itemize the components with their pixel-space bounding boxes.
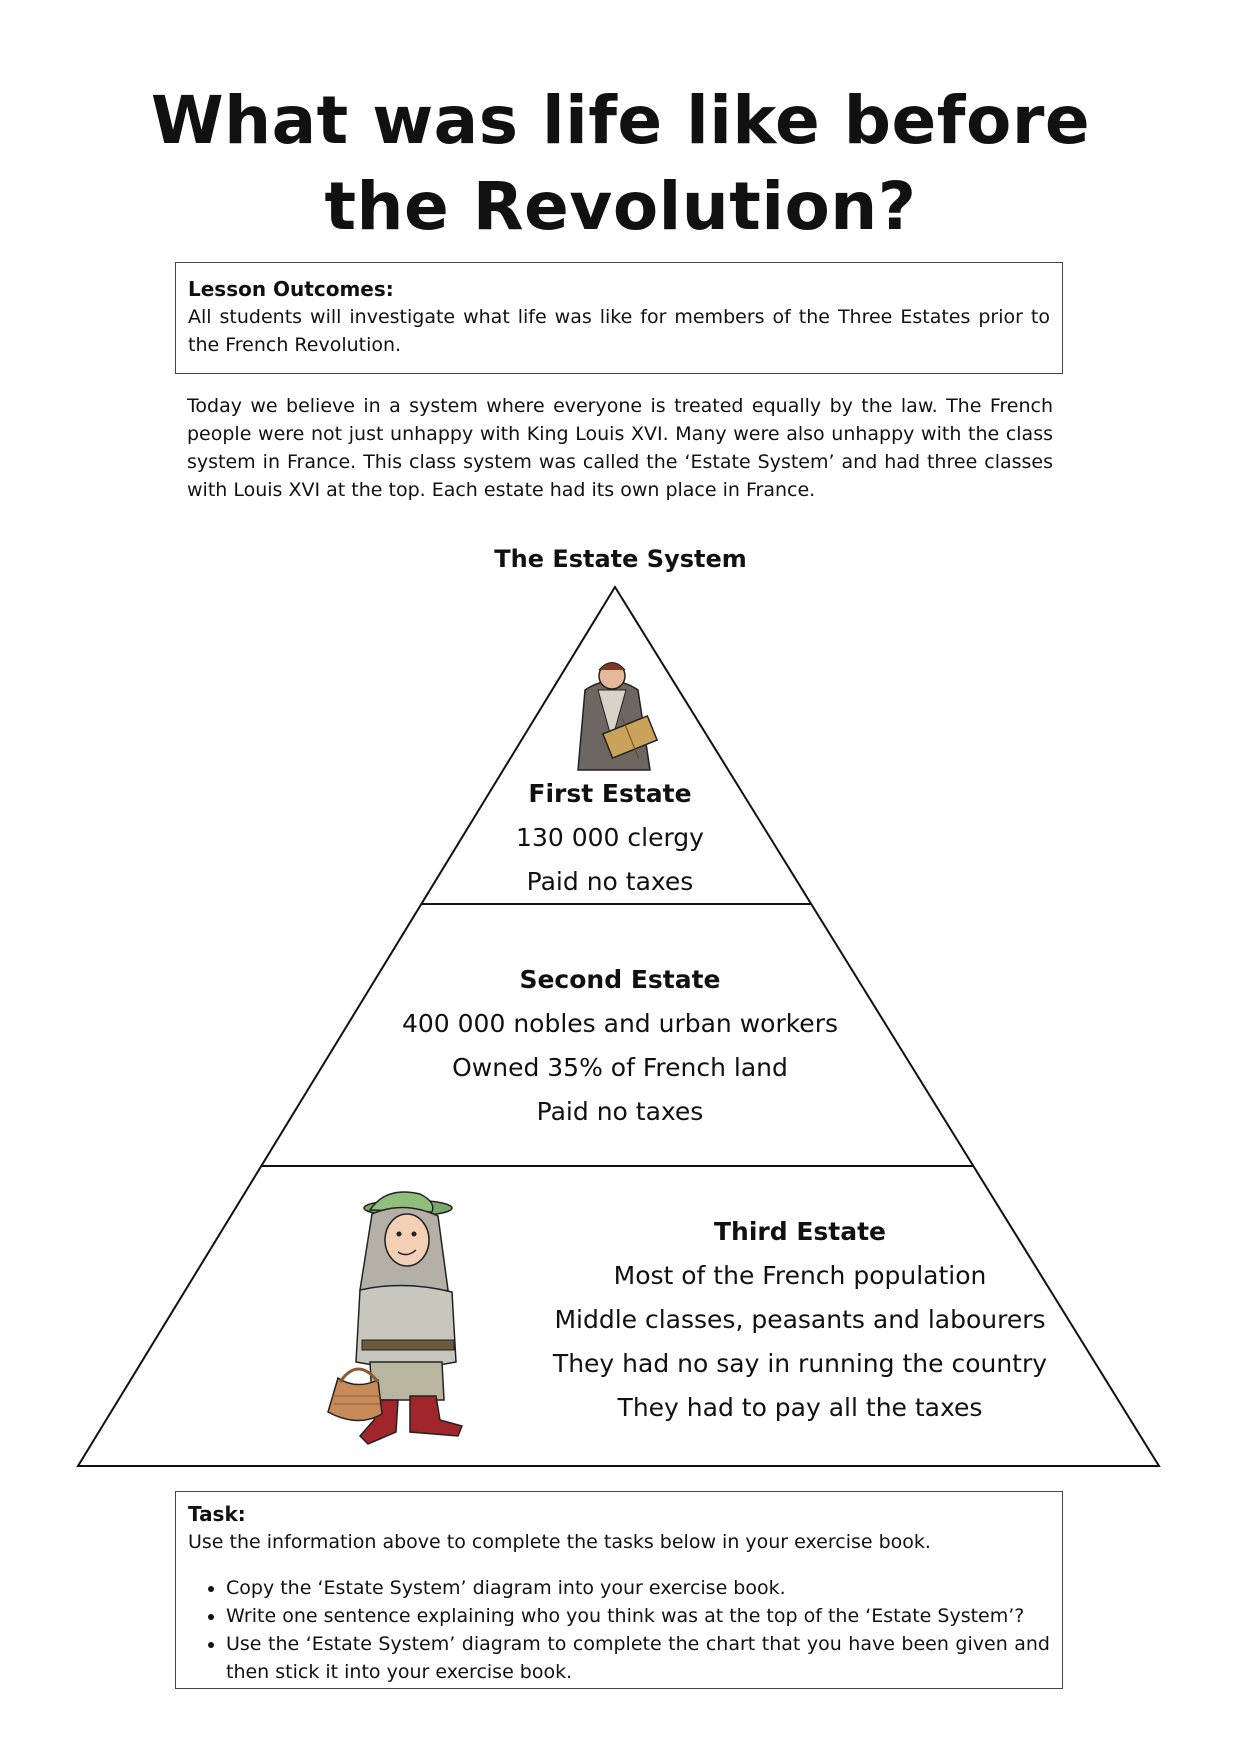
first-estate-line-2: Paid no taxes <box>526 867 694 896</box>
diagram-title: The Estate System <box>494 545 747 573</box>
second-estate-name: Second Estate <box>519 965 721 994</box>
first-estate <box>455 772 765 904</box>
task-item: • Copy the ‘Estate System’ diagram into your exercise book. <box>226 1574 1050 1602</box>
task-heading: Task: <box>188 1502 246 1526</box>
third-estate-name: Third Estate <box>713 1217 887 1246</box>
task-item: • Write one sentence explaining who you think was at the top of the ‘Estate System’? <box>226 1602 1050 1630</box>
third-estate-line-2: Middle classes, peasants and labourers <box>554 1305 1046 1334</box>
clergy-icon <box>578 663 657 771</box>
peasant-icon <box>328 1192 462 1444</box>
task-item: • Use the ‘Estate System’ diagram to complete the chart that you have been given and then stick it into your exercise book. <box>226 1630 1050 1686</box>
lesson-outcomes-heading: Lesson Outcomes: <box>188 277 394 301</box>
second-estate-line-2: Owned 35% of French land <box>452 1053 788 1082</box>
task-text: Use the information above to complete the tasks below in your exercise book. <box>188 1531 931 1553</box>
third-estate-line-3: They had no say in running the country <box>552 1349 1048 1378</box>
first-estate-line-1: 130 000 clergy <box>516 823 704 852</box>
title-line-1: What was life like before <box>150 82 1091 159</box>
second-estate-line-3: Paid no taxes <box>536 1097 704 1126</box>
second-estate-line-1: 400 000 nobles and urban workers <box>401 1009 838 1038</box>
third-estate-line-1: Most of the French population <box>613 1261 987 1290</box>
title-line-2: the Revolution? <box>324 168 917 245</box>
intro-paragraph: Today we believe in a system where everyone is treated equally by the law. The French people were not just unhappy with King Louis XVI. Many were also unhappy with the class system in France. This class system was called the ‘Estate System’ and had three classes with Louis XVI at the top. Each estate had its own place in France. <box>187 395 1053 501</box>
task-box <box>175 1491 1063 1689</box>
third-estate <box>540 1210 1060 1430</box>
second-estate <box>370 958 870 1134</box>
task-list <box>188 1574 1050 1686</box>
lesson-outcomes-text: All students will investigate what life was like for members of the Three Estates prior to the French Revolution. <box>188 306 1050 356</box>
first-estate-name: First Estate <box>528 779 692 808</box>
third-estate-line-4: They had to pay all the taxes <box>617 1393 983 1422</box>
